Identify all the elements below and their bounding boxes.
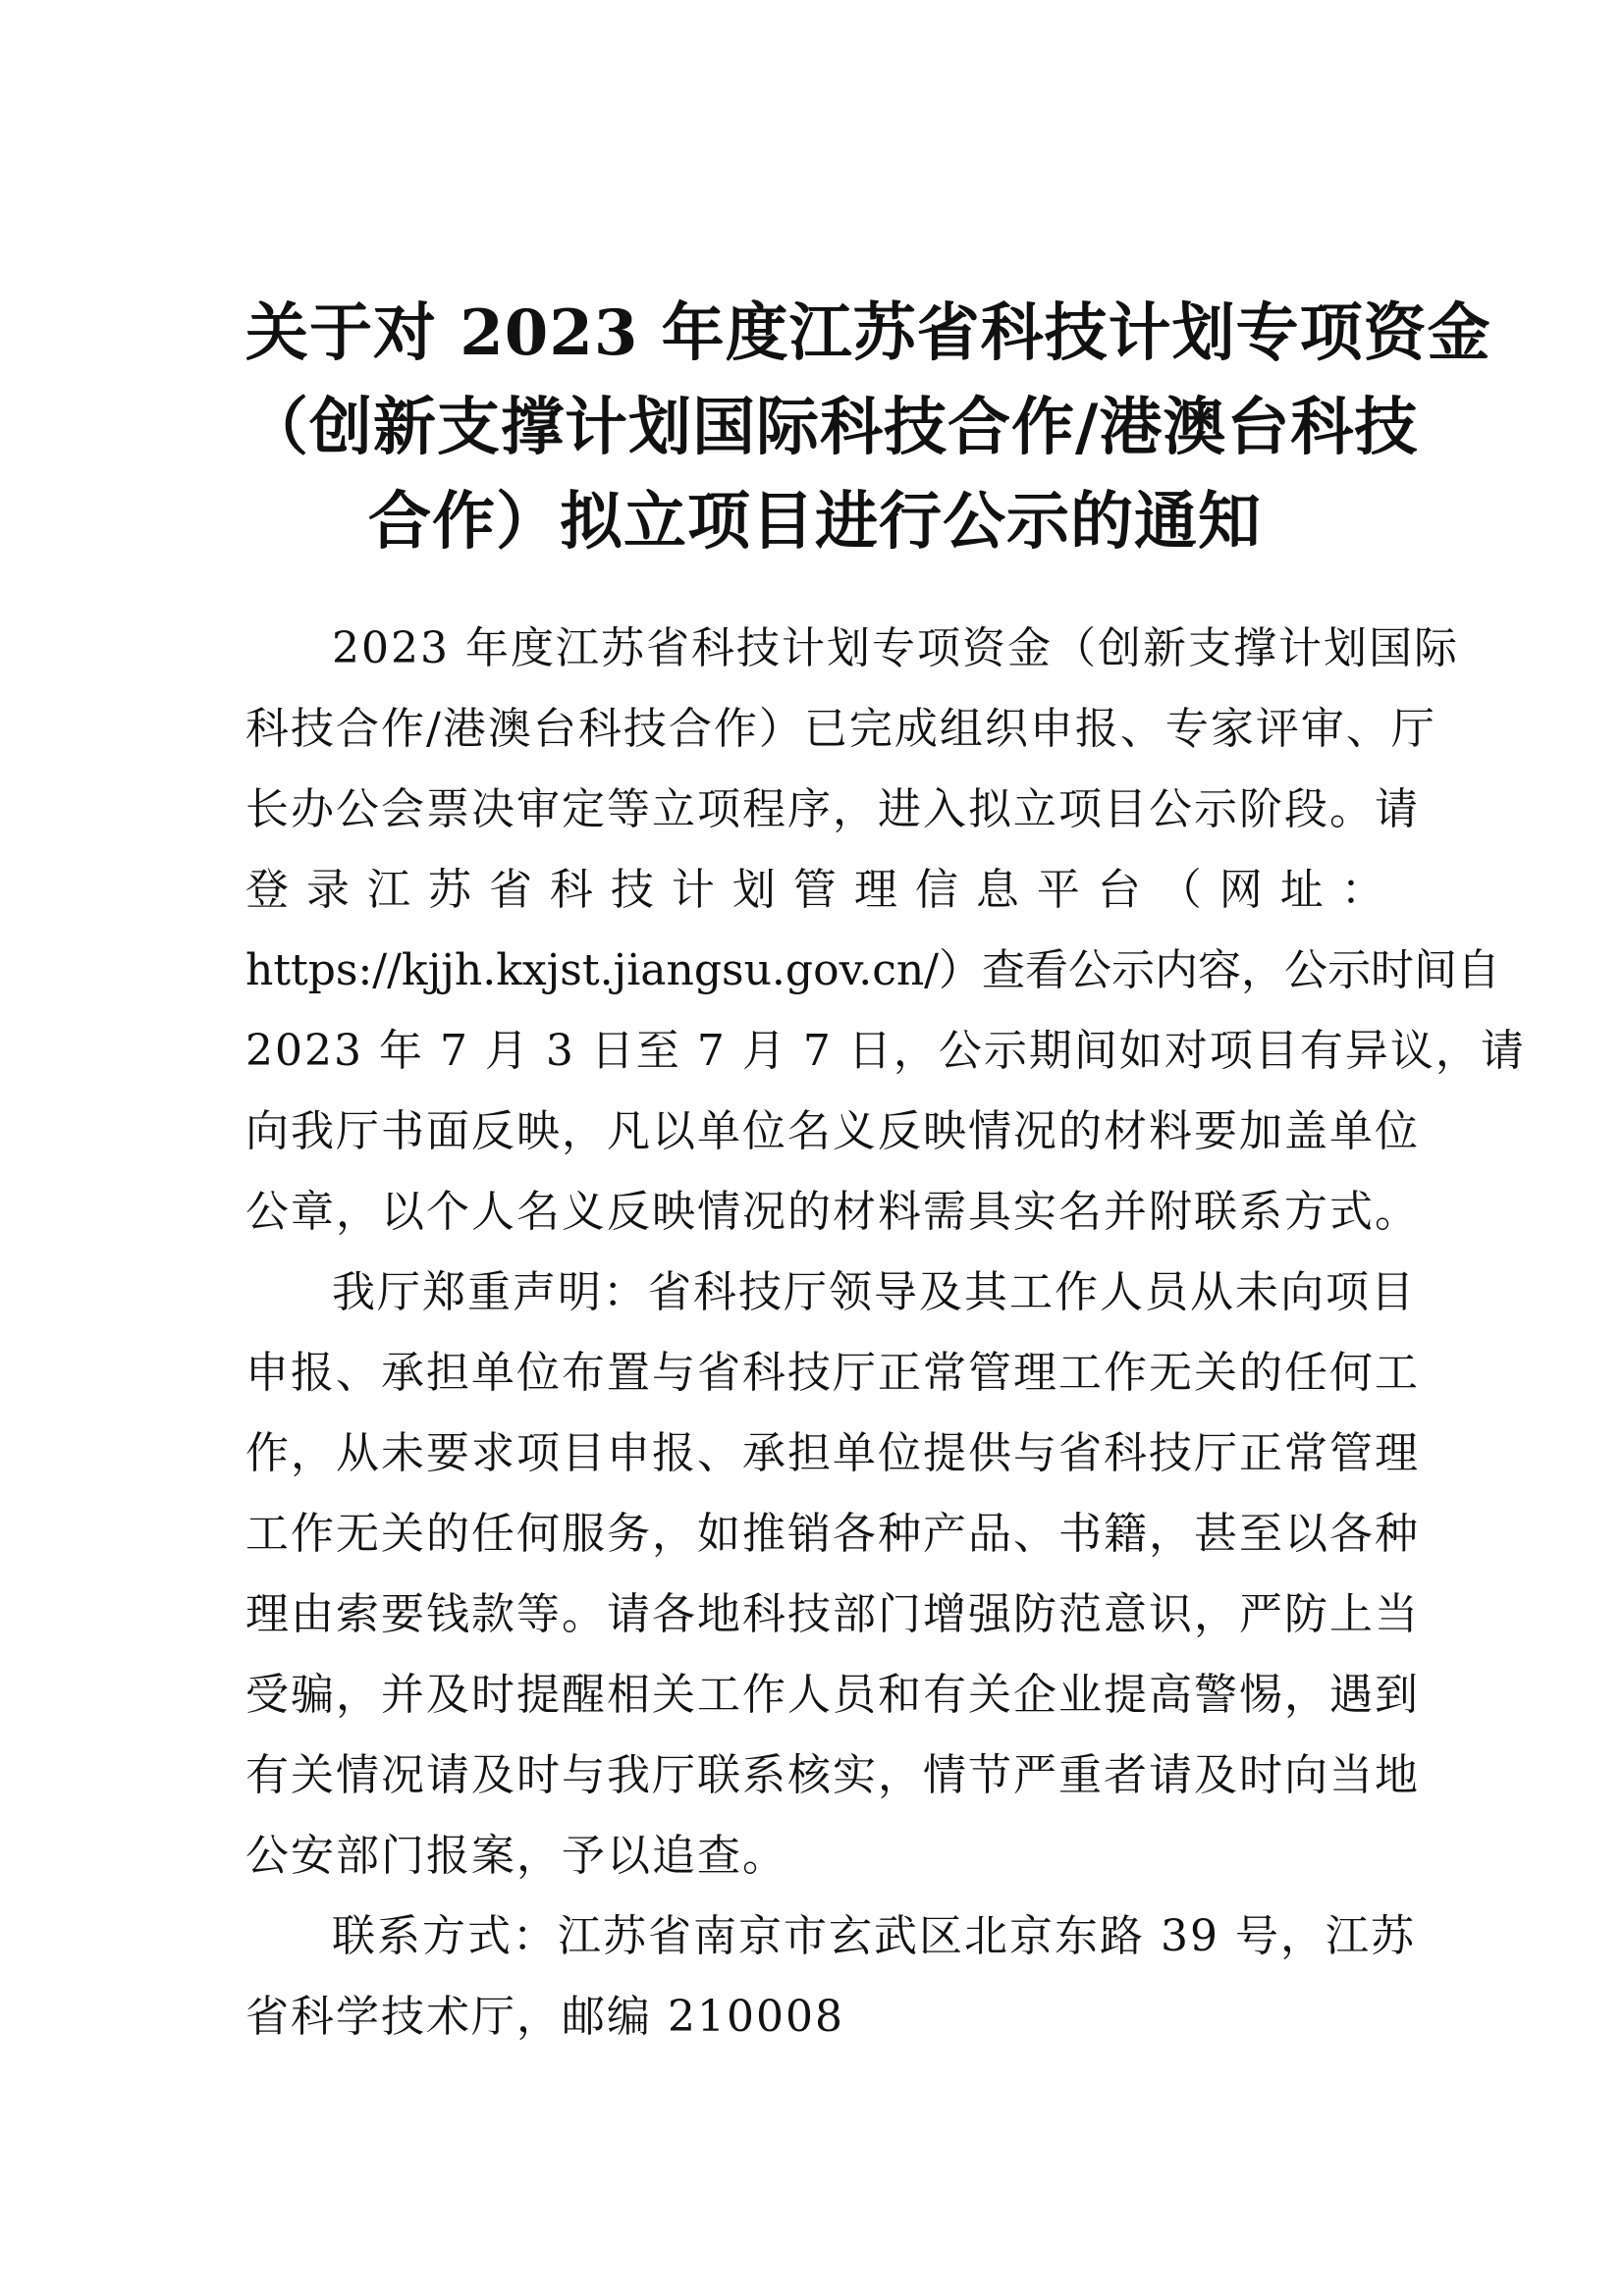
text-line: 科技合作/港澳台科技合作）已完成组织申报、专家评审、厅: [245, 704, 1436, 754]
document-body: [245, 609, 1526, 2057]
text-line: 作，从未要求项目申报、承担单位提供与省科技厅正常管理: [245, 1428, 1420, 1478]
text-line: 公安部门报案，予以追查。: [245, 1831, 787, 1881]
text-line: 我厅郑重声明：省科技厅领导及其工作人员从未向项目: [332, 1267, 1416, 1317]
text-line: 2023 年度江苏省科技计划专项资金（创新支撑计划国际: [332, 623, 1459, 673]
paragraph-contact: [245, 1896, 1416, 2057]
text-line: 工作无关的任何服务，如推销各种产品、书籍，甚至以各种: [245, 1509, 1420, 1559]
document-title: [245, 287, 1491, 569]
text-line: 理由索要钱款等。请各地科技部门增强防范意识，严防上当: [245, 1589, 1420, 1639]
text-line: 省科学技术厅，邮编 210008: [245, 1992, 844, 2042]
text-line: 公章，以个人名义反映情况的材料需具实名并附联系方式。: [245, 1187, 1420, 1237]
title-line: 关于对 2023 年度江苏省科技计划专项资金: [245, 296, 1491, 370]
text-line: 受骗，并及时提醒相关工作人员和有关企业提高警惕，遇到: [245, 1670, 1420, 1720]
text-line: 向我厅书面反映，凡以单位名义反映情况的材料要加盖单位: [245, 1106, 1420, 1156]
text-line: 联系方式：江苏省南京市玄武区北京东路 39 号，江苏: [332, 1911, 1416, 1961]
paragraph-declaration: [245, 1253, 1420, 1896]
text-line: 有关情况请及时与我厅联系核实，情节严重者请及时向当地: [245, 1750, 1420, 1800]
text-line: 登 录 江 苏 省 科 技 计 划 管 理 信 息 平 台 （ 网 址 ：: [245, 865, 1386, 915]
title-line: （创新支撑计划国际科技合作/港澳台科技: [245, 391, 1419, 464]
title-line: 合作）拟立项目进行公示的通知: [368, 485, 1262, 559]
paragraph-announcement: [245, 609, 1526, 1253]
text-line: 申报、承担单位布置与省科技厅正常管理工作无关的任何工: [245, 1348, 1420, 1398]
text-line: 长办公会票决审定等立项程序，进入拟立项目公示阶段。请: [245, 784, 1420, 834]
text-line: 2023 年 7 月 3 日至 7 月 7 日，公示期间如对项目有异议，请: [245, 1026, 1526, 1076]
text-line-url: https://kjjh.kxjst.jiangsu.gov.cn/）查看公示内容，公示时间自: [245, 945, 1500, 995]
